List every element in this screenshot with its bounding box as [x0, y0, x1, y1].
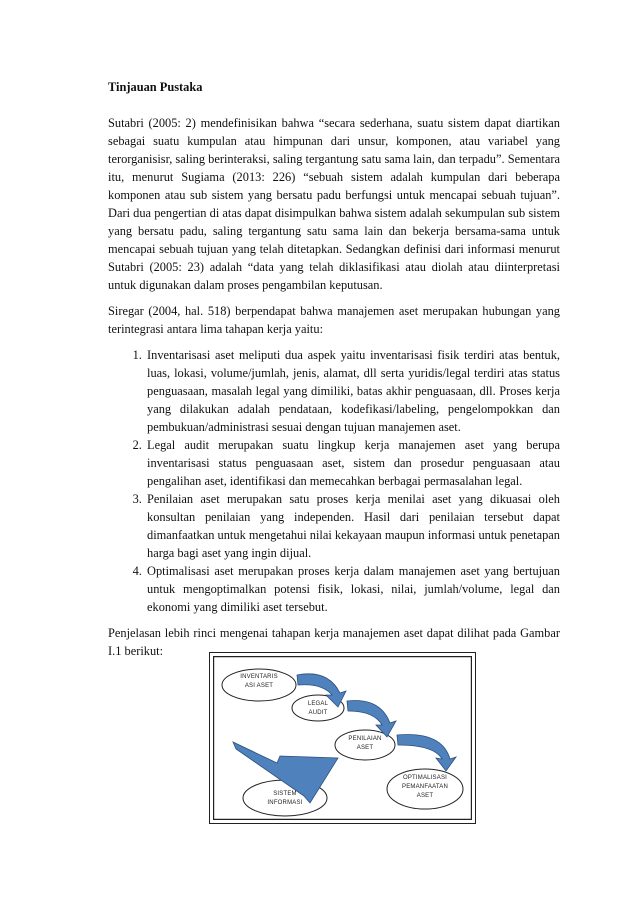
asset-management-diagram [209, 652, 476, 824]
node-legal-audit [298, 700, 338, 714]
node-label: ASI ASET [244, 683, 274, 689]
node-label: ASET [416, 793, 434, 799]
list-item: 4. Optimalisasi aset merupakan proses kerja dalam manajemen aset yang bertujuan untuk mengoptimalkan potensi fisik, lokasi, nilai, jumlah/volume, legal dan ekonomi yang dimiliki aset tersebut. [145, 562, 560, 616]
node-label: SISTEM [273, 791, 297, 797]
document-page [108, 78, 560, 668]
node-label: OPTIMALISASI [402, 775, 448, 781]
node-sistem-informasi [250, 790, 320, 808]
node-label: INFORMASI [267, 800, 303, 806]
list-item: 3. Penilaian aset merupakan satu proses kerja menilai aset yang dikuasai oleh konsultan penilaian yang independen. Hasil dari penilaian tersebut dapat dimanfaatkan untuk mengetahui nilai kekayaan maupun informasi untuk penetapan harga bagi aset yang ingin dijual. [145, 490, 560, 562]
paragraph-asset-management: Siregar (2004, hal. 518) berpendapat bahwa manajemen aset merupakan hubungan yang terintegrasi antara lima tahapan kerja yaitu: [108, 304, 560, 336]
curved-arrow-icon [397, 735, 456, 772]
node-optimalisasi [390, 774, 460, 801]
node-label: ASET [356, 745, 374, 751]
section-heading: Tinjauan Pustaka [108, 80, 203, 94]
node-label: INVENTARIS [240, 674, 278, 680]
paragraph-system-definition: Sutabri (2005: 2) mendefinisikan bahwa “secara sederhana, suatu sistem dapat diartikan sebagai suatu kumpulan atau himpunan dari unsur, komponen, atau variabel yang terorganisisr, saling berinteraksi, saling tergantung satu sama lain, dan terpadu”. Sementara itu, menurut Sugiama (2013: 226) “sebuah sistem adalah kumpulan dari beberapa komponen atau sub sistem yang bersatu padu berfungsi untuk mencapai sebuah tujuan”. Dari dua pengertian di atas dapat disimpulkan bahwa sistem adalah sekumpulan sub sistem yang bersatu padu, saling tergantung satu sama lain dan bekerja bersama-sama untuk mencapai sebuah tujuan yang telah ditetapkan. Sedangkan definisi dari informasi menurut Sutabri (2005: 23) adalah “data yang telah diklasifikasi atau diolah atau diinterpretasi untuk digunakan dalam proses pengambilan keputusan. [108, 116, 560, 292]
node-label: PENILAIAN [348, 736, 382, 742]
work-stage-list [108, 346, 560, 616]
list-item: 1. Inventarisasi aset meliputi dua aspek yaitu inventarisasi fisik terdiri atas bentuk, luas, lokasi, volume/jumlah, jenis, alamat, dll serta yuridis/legal terdiri atas status penguasaan, masalah legal yang dimiliki, batas akhir penguasaan, dll. Proses kerja yang dilakukan adalah pendataan, kodefikasi/labeling, pengelompokkan dan pembukuan/administrasi sesuai dengan tujuan manajemen aset. [145, 346, 560, 436]
node-label: PEMANFAATAN [402, 784, 448, 790]
node-inventarisasi [232, 673, 286, 691]
paragraph-figure-intro: Penjelasan lebih rinci mengenai tahapan kerja manajemen aset dapat dilihat pada Gambar I.1 berikut: [108, 626, 560, 658]
list-item: 2. Legal audit merupakan suatu lingkup kerja manajemen aset yang berupa inventarisasi status penguasaan aset, sistem dan prosedur penguasaan atau pengalihan aset, identifikasi dan memecahkan berbagai permasalahan legal. [145, 436, 560, 490]
node-penilaian [340, 735, 390, 753]
node-label: LEGAL [307, 701, 329, 707]
node-label: AUDIT [308, 710, 328, 714]
